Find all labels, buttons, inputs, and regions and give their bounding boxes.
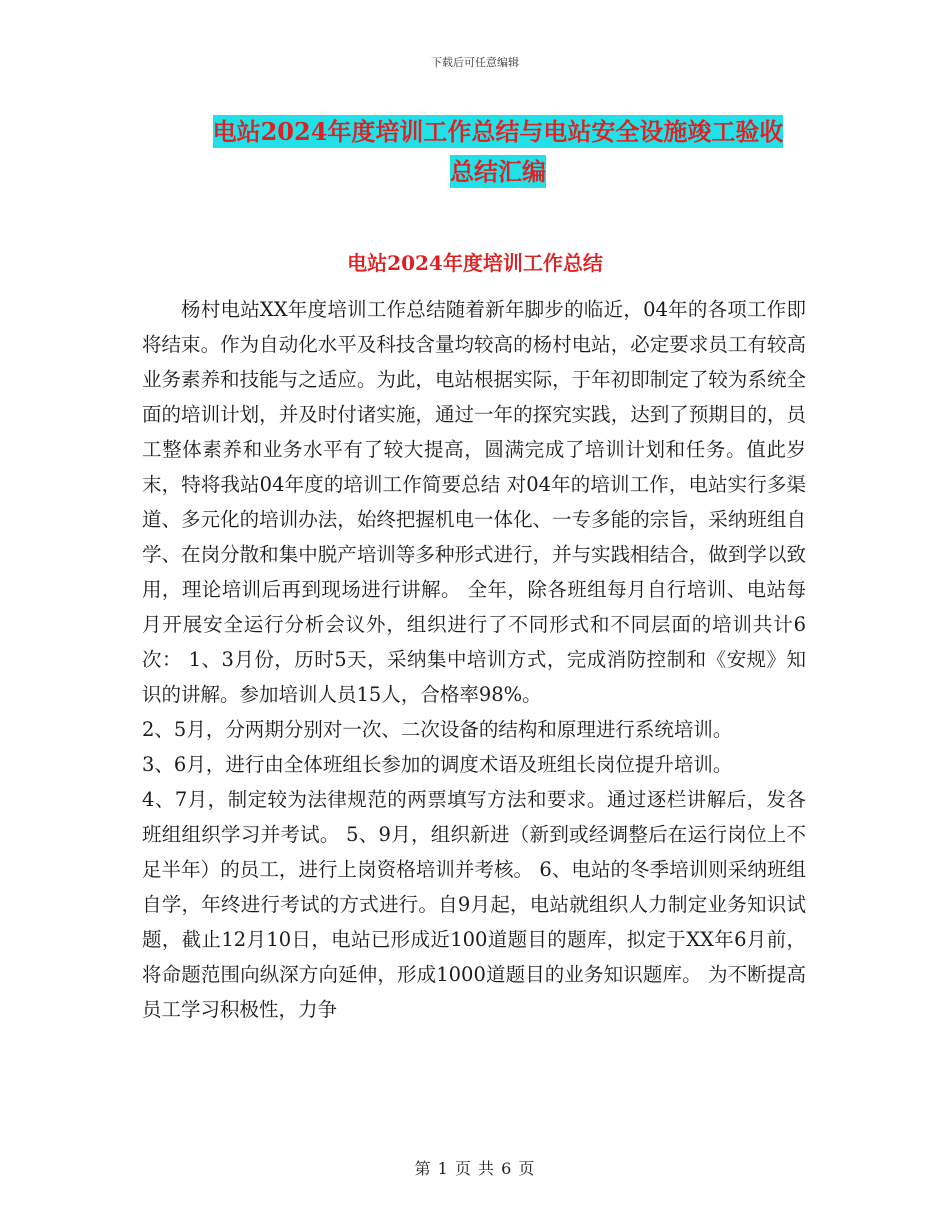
header-note: 下载后可任意编辑 [431,56,519,69]
document-title-line-1: 电站2024年度培训工作总结与电站安全设施竣工验收 [212,117,784,146]
page-footer: 第 1 页 共 6 页 [414,1159,536,1178]
paragraph-3: 3、6月，进行由全体班组长参加的调度术语及班组长岗位提升培训。 [142,753,733,776]
document-title-line-2: 总结汇编 [450,157,546,186]
paragraph-4: 4、7月，制定较为法律规范的两票填写方法和要求。通过逐栏讲解后，发各班组组织学习并考试。 5、9月，组织新进（新到或经调整后在运行岗位上不足半年）的员工，进行上岗资格培训并考核。 6、电站的冬季培训则采纳班组自学，年终进行考试的方式进行。自9月起，电站就组织人力制定业务知识试题，截止12月10日，电站已形成近100道题目的题库，拟定于XX年6月前，将命题范围向纵深方向延伸，形成1000道题目的业务知识题库。 为不断提高员工学习积极性，力争 [142,788,806,1021]
section-title: 电站2024年度培训工作总结 [347,251,603,275]
paragraph-1: 杨村电站XX年度培训工作总结随着新年脚步的临近，04年的各项工作即将结束。作为自动化水平及科技含量均较高的杨村电站，必定要求员工有较高业务素养和技能与之适应。为此，电站根据实际，于年初即制定了较为系统全面的培训计划，并及时付诸实施，通过一年的探究实践，达到了预期目的，员工整体素养和业务水平有了较大提高，圆满完成了培训计划和任务。值此岁末，特将我站04年度的培训工作简要总结 对04年的培训工作，电站实行多渠道、多元化的培训办法，始终把握机电一体化、一专多能的宗旨，采纳班组自学、在岗分散和集中脱产培训等多种形式进行，并与实践相结合，做到学以致用，理论培训后再到现场进行讲解。 全年，除各班组每月自行培训、电站每月开展安全运行分析会议外，组织进行了不同形式和不同层面的培训共计6次： 1、3月份，历时5天，采纳集中培训方式，完成消防控制和《安规》知识的讲解。参加培训人员15人，合格率98%。 [142,298,806,706]
paragraph-2: 2、5月，分两期分别对一次、二次设备的结构和原理进行系统培训。 [142,718,733,741]
document-title [170,112,826,192]
body-text [142,292,806,1027]
